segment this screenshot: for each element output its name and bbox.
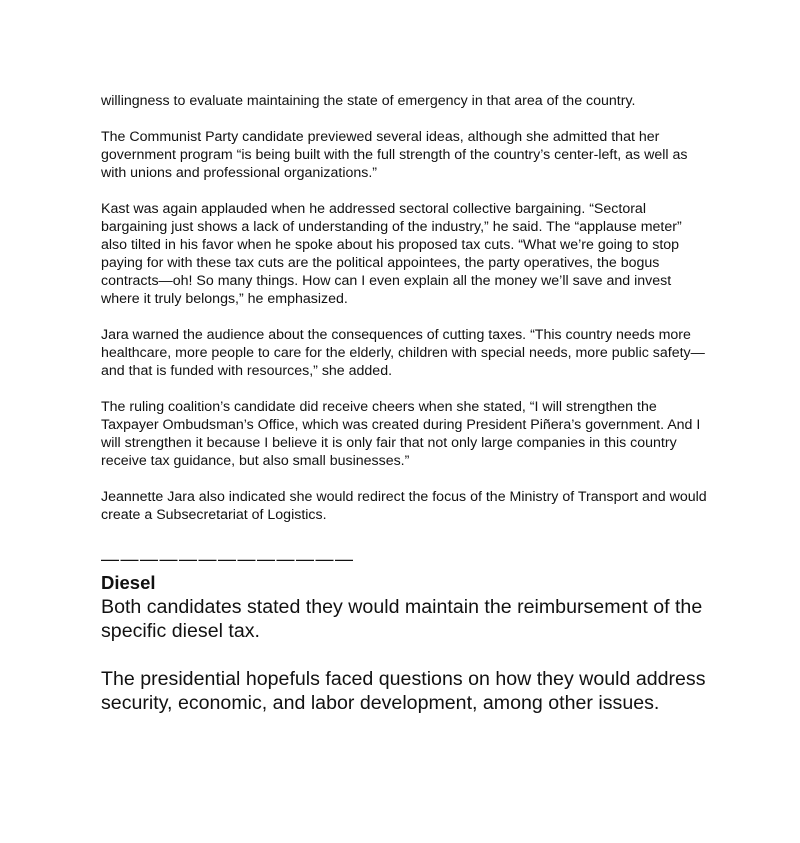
section-paragraph: The presidential hopefuls faced questions on how they would address security, economic, and labor development, among other issues. [101,668,706,714]
article-paragraph: Jara warned the audience about the consequences of cutting taxes. “This country needs more healthcare, more people to care for the elderly, children with special needs, more public safety—and that is funded with resources,” she added. [101,327,705,379]
article-body [101,92,711,739]
article-paragraph: The ruling coalition’s candidate did receive cheers when she stated, “I will strengthen the Taxpayer Ombudsman’s Office, which was created during President Piñera’s government. And I will strengthen it because I believe it is only fair that not only large companies in this country receive tax guidance, but also small businesses.” [101,399,701,469]
article-paragraph: willingness to evaluate maintaining the state of emergency in that area of the country. [101,93,636,109]
section-divider: ————————————— [101,549,355,569]
article-paragraph: Kast was again applauded when he addressed sectoral collective bargaining. “Sectoral bargaining just shows a lack of understanding of the industry,” he said. The “applause meter” also tilted in his favor when he spoke about his proposed tax cuts. “What we’re going to stop paying for with these tax cuts are the political appointees, the party operatives, the bogus contracts—oh! So many things. How can I even explain all the money we’ll save and invest where it truly belongs,” he emphasized. [101,201,682,307]
article-paragraph: Jeannette Jara also indicated she would redirect the focus of the Ministry of Transport and would create a Subsecretariat of Logistics. [101,489,707,523]
section-paragraph: Both candidates stated they would maintain the reimbursement of the specific diesel tax. [101,596,703,642]
article-paragraph: The Communist Party candidate previewed several ideas, although she admitted that her government program “is being built with the full strength of the country’s center-left, as well as with unions and professional organizations.” [101,129,688,181]
section-heading: Diesel [101,572,156,593]
